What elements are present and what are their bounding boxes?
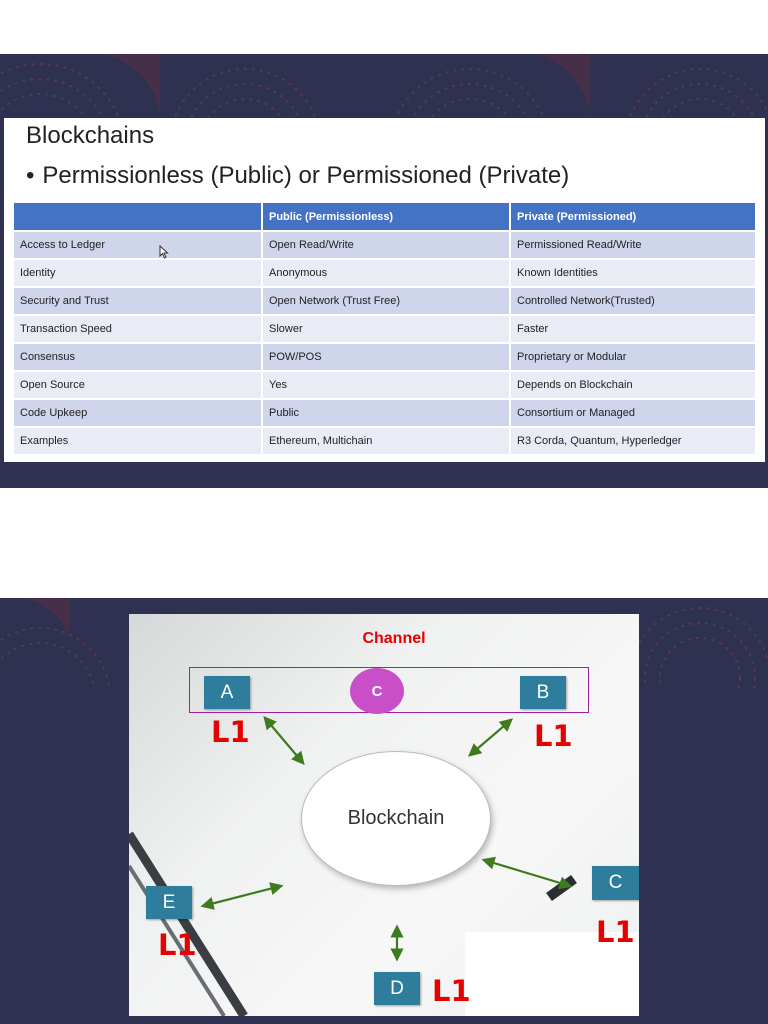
table-header-cell: Private (Permissioned) — [510, 203, 756, 231]
arrow-e-blockchain — [203, 886, 281, 906]
arrow-c-blockchain — [484, 860, 570, 886]
decorative-arcs — [0, 54, 768, 124]
level-label-b: L1 — [534, 719, 573, 753]
table-cell: Public — [262, 399, 510, 427]
table-cell: Permissioned Read/Write — [510, 231, 756, 259]
table-row — [14, 259, 756, 287]
level-label-d: L1 — [432, 974, 471, 1008]
slide-blockchain-comparison — [4, 118, 765, 462]
table-row — [14, 315, 756, 343]
table-cell: Open Source — [14, 371, 262, 399]
table-cell: Known Identities — [510, 259, 756, 287]
table-cell: Identity — [14, 259, 262, 287]
table-cell: Access to Ledger — [14, 231, 262, 259]
level-label-c: L1 — [596, 915, 635, 949]
node-a: A — [204, 676, 250, 709]
table-row — [14, 287, 756, 315]
node-c: C — [592, 866, 639, 900]
table-row — [14, 343, 756, 371]
table-cell: Consensus — [14, 343, 262, 371]
table-header-row — [14, 203, 756, 231]
bullet-icon: • — [26, 162, 35, 189]
mouse-cursor-icon — [159, 245, 169, 259]
table-cell: Code Upkeep — [14, 399, 262, 427]
table-cell: Yes — [262, 371, 510, 399]
node-b: B — [520, 676, 566, 709]
table-row — [14, 231, 756, 259]
table-cell: Depends on Blockchain — [510, 371, 756, 399]
table-cell: Anonymous — [262, 259, 510, 287]
table-cell: Controlled Network(Trusted) — [510, 287, 756, 315]
node-e: E — [146, 886, 192, 919]
table-row — [14, 371, 756, 399]
blockchain-node: Blockchain — [301, 751, 491, 886]
table-cell: Ethereum, Multichain — [262, 427, 510, 454]
arrow-a-blockchain — [265, 718, 303, 763]
table-cell: Faster — [510, 315, 756, 343]
arrow-b-blockchain — [470, 720, 511, 755]
connection-arrows — [129, 614, 639, 1016]
table-cell: Open Network (Trust Free) — [262, 287, 510, 315]
table-cell: Security and Trust — [14, 287, 262, 315]
table-header-cell — [14, 203, 262, 231]
bullet-text: Permissionless (Public) or Permissioned (Private) — [42, 162, 570, 189]
table-cell: Slower — [262, 315, 510, 343]
slide-bullet — [26, 162, 569, 190]
table-cell: Proprietary or Modular — [510, 343, 756, 371]
slide-channel-diagram — [129, 614, 639, 1016]
table-cell: Consortium or Managed — [510, 399, 756, 427]
level-label-a: L1 — [211, 715, 250, 749]
table-row — [14, 399, 756, 427]
channel-label: Channel — [362, 630, 426, 647]
table-cell: R3 Corda, Quantum, Hyperledger — [510, 427, 756, 454]
table-cell: Examples — [14, 427, 262, 454]
table-cell: Open Read/Write — [262, 231, 510, 259]
node-d: D — [374, 972, 420, 1005]
slide-title: Blockchains — [26, 122, 155, 149]
channel-member-c: C — [350, 668, 404, 714]
table-cell: Transaction Speed — [14, 315, 262, 343]
table-header-cell: Public (Permissionless) — [262, 203, 510, 231]
level-label-e: L1 — [158, 928, 197, 962]
table-row — [14, 427, 756, 454]
comparison-table — [14, 203, 757, 454]
table-cell: POW/POS — [262, 343, 510, 371]
